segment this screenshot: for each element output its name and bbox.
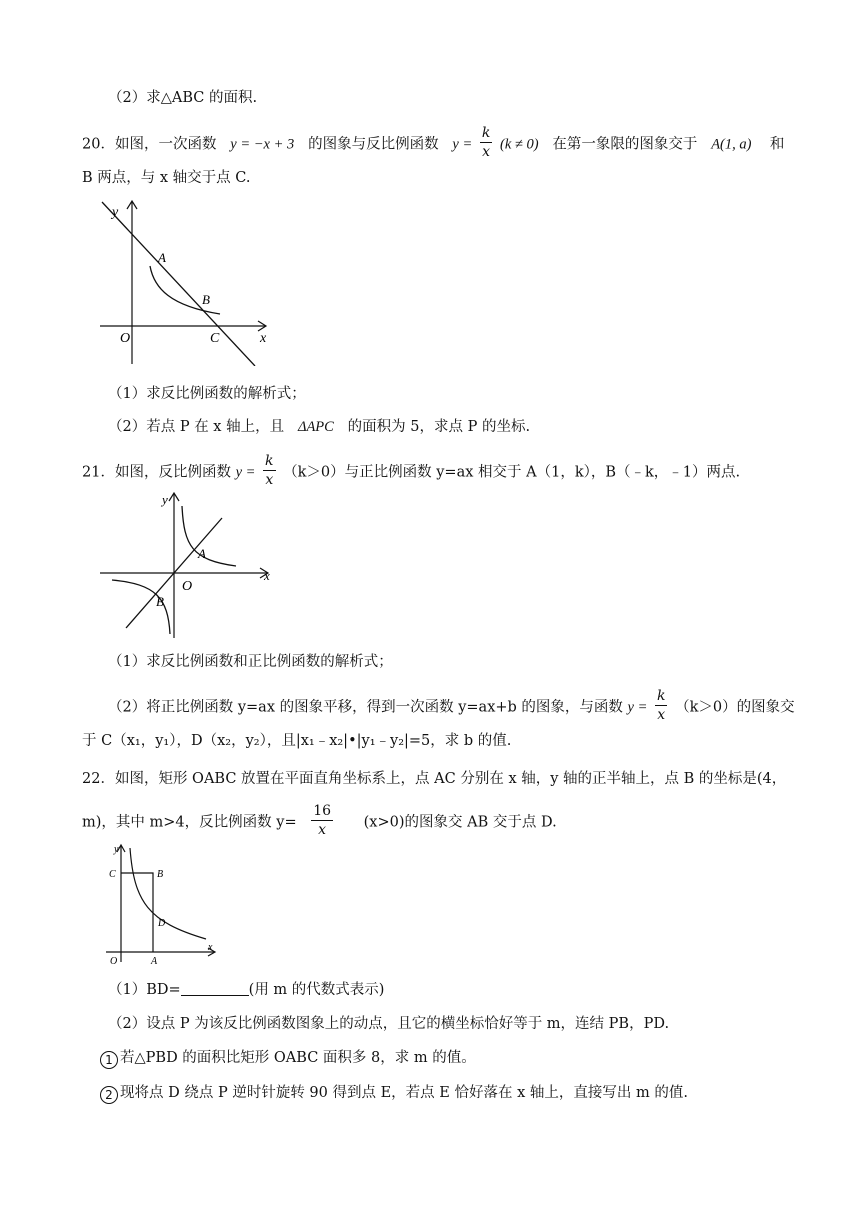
fraction-bar <box>311 820 333 821</box>
answer-blank[interactable] <box>181 981 249 996</box>
fraction-bar <box>263 470 275 471</box>
q22-part1 <box>108 980 384 1000</box>
q20-linear-fn: y = −x + 3 <box>230 136 295 153</box>
q21-y-label: y <box>162 492 168 507</box>
q22-figure <box>104 842 220 966</box>
q20-y-label: y <box>112 205 119 220</box>
q19-part2: （2）求△ABC 的面积. <box>108 90 258 106</box>
q21-hyperbola-q1 <box>182 506 236 566</box>
circled-number-1: 1 <box>100 1051 118 1069</box>
q20-part1: （1）求反比例函数的解析式； <box>108 386 306 402</box>
q20-inv-lhs: y = <box>452 136 473 153</box>
q22-part2: （2）设点 P 为该反比例函数图象上的动点，且它的横坐标恰好等于 m，连结 PB，PD. <box>108 1016 670 1032</box>
q21-x-label: x <box>264 568 270 583</box>
q21-stem-b: （k＞0）与正比例函数 y=ax 相交于 A（1，k），B（﹣k，﹣1）两点. <box>283 464 741 481</box>
q21-part2-num: k <box>657 688 666 704</box>
q21-inv-fraction <box>263 454 275 487</box>
q20-stem-b: 的图象与反比例函数 <box>308 136 439 153</box>
q22-stem-line2 <box>82 803 557 839</box>
q22-sub1 <box>100 1048 476 1069</box>
q21-part2 <box>108 688 795 724</box>
q20-point-b-label: B <box>202 292 210 307</box>
q22-fn-num: 16 <box>313 803 332 819</box>
q22-x-label: x <box>208 942 213 953</box>
q21-stem-a: 21．如图，反比例函数 <box>82 464 231 481</box>
q22-sub1-text: 若△PBD 的面积比矩形 OABC 面积多 8，求 m 的值。 <box>120 1050 476 1066</box>
q20-part2-b: 的面积为 5，求点 P 的坐标. <box>347 419 531 435</box>
q22-hyperbola <box>130 848 206 939</box>
q21-part2-den: x <box>657 707 666 723</box>
q21-part1: （1）求反比例函数和正比例函数的解析式； <box>108 654 393 670</box>
fraction-bar <box>655 705 667 706</box>
q20-stem-c: 在第一象限的图象交于 <box>552 136 698 153</box>
circled-number-2: 2 <box>100 1086 118 1104</box>
q21-part2-line2: 于 C（x₁，y₁），D（x₂，y₂），且|x₁﹣x₂|•|y₁﹣y₂|=5，求 b 的值. <box>82 733 512 749</box>
q20-x-label: x <box>260 331 267 346</box>
q21-figure <box>98 488 278 640</box>
q21-part2-a: （2）将正比例函数 y=ax 的图象平移，得到一次函数 y=ax+b 的图象，与函数 <box>108 699 623 716</box>
q21-part2-b: （k＞0）的图象交 <box>675 699 795 716</box>
q22-y-label: y <box>114 844 119 855</box>
q21-inv-den: x <box>265 472 274 488</box>
q22-point-a-label: A <box>151 956 158 966</box>
q22-rectangle <box>121 873 153 952</box>
q22-sub2-text: 现将点 D 绕点 P 逆时针旋转 90 得到点 E，若点 E 恰好落在 x 轴上，直接写出 m 的值. <box>120 1085 688 1101</box>
q20-point-a-label: A <box>158 250 166 265</box>
q22-origin-label: O <box>110 956 118 966</box>
q22-stem-b: (x>0)的图象交 AB 交于点 D. <box>363 814 557 831</box>
q20-part2-triangle: ΔAPC <box>297 419 334 435</box>
q22-point-c-label: C <box>109 869 116 880</box>
q22-sub2 <box>100 1083 688 1104</box>
q22-stem-a: m)，其中 m>4，反比例函数 y= <box>82 814 297 831</box>
q21-part2-lhs: y = <box>627 699 648 716</box>
q22-stem-line1: 22．如图，矩形 OABC 放置在平面直角坐标系上，点 AC 分别在 x 轴，y 轴的正半轴上，点 B 的坐标是(4， <box>82 771 787 787</box>
q20-stem-line2: B 两点，与 x 轴交于点 C. <box>82 170 251 186</box>
q20-stem-a: 20．如图，一次函数 <box>82 136 217 153</box>
q22-fn-fraction <box>311 804 333 837</box>
q20-part2 <box>108 417 530 437</box>
q21-inv-num: k <box>265 453 274 469</box>
q22-fn-den: x <box>318 822 327 838</box>
q21-inv-lhs: y = <box>235 464 256 481</box>
q20-stem <box>82 125 785 161</box>
q20-stem-d: 和 <box>769 136 785 153</box>
fraction-bar <box>480 142 492 143</box>
q21-point-b-label: B <box>156 594 164 609</box>
q21-part2-fraction <box>655 689 667 722</box>
q20-figure <box>100 196 275 366</box>
q20-inv-cond: (k ≠ 0) <box>499 136 539 153</box>
q22-part1-b: (用 m 的代数式表示) <box>248 982 385 998</box>
q22-part1-a: （1）BD= <box>108 982 181 998</box>
q22-point-d-label: D <box>158 918 166 929</box>
q20-point-a: A(1, a) <box>711 136 752 153</box>
q20-inv-fraction <box>480 126 492 159</box>
q20-point-c-label: C <box>210 331 220 346</box>
q20-part2-a: （2）若点 P 在 x 轴上，且 <box>108 419 285 435</box>
q21-origin-label: O <box>182 579 193 594</box>
q21-stem <box>82 453 741 489</box>
q20-inv-den: x <box>482 144 491 160</box>
q21-point-a-label: A <box>198 546 206 561</box>
q22-point-b-label: B <box>157 869 164 880</box>
q20-origin-label: O <box>120 331 131 346</box>
q20-inv-num: k <box>481 125 491 141</box>
